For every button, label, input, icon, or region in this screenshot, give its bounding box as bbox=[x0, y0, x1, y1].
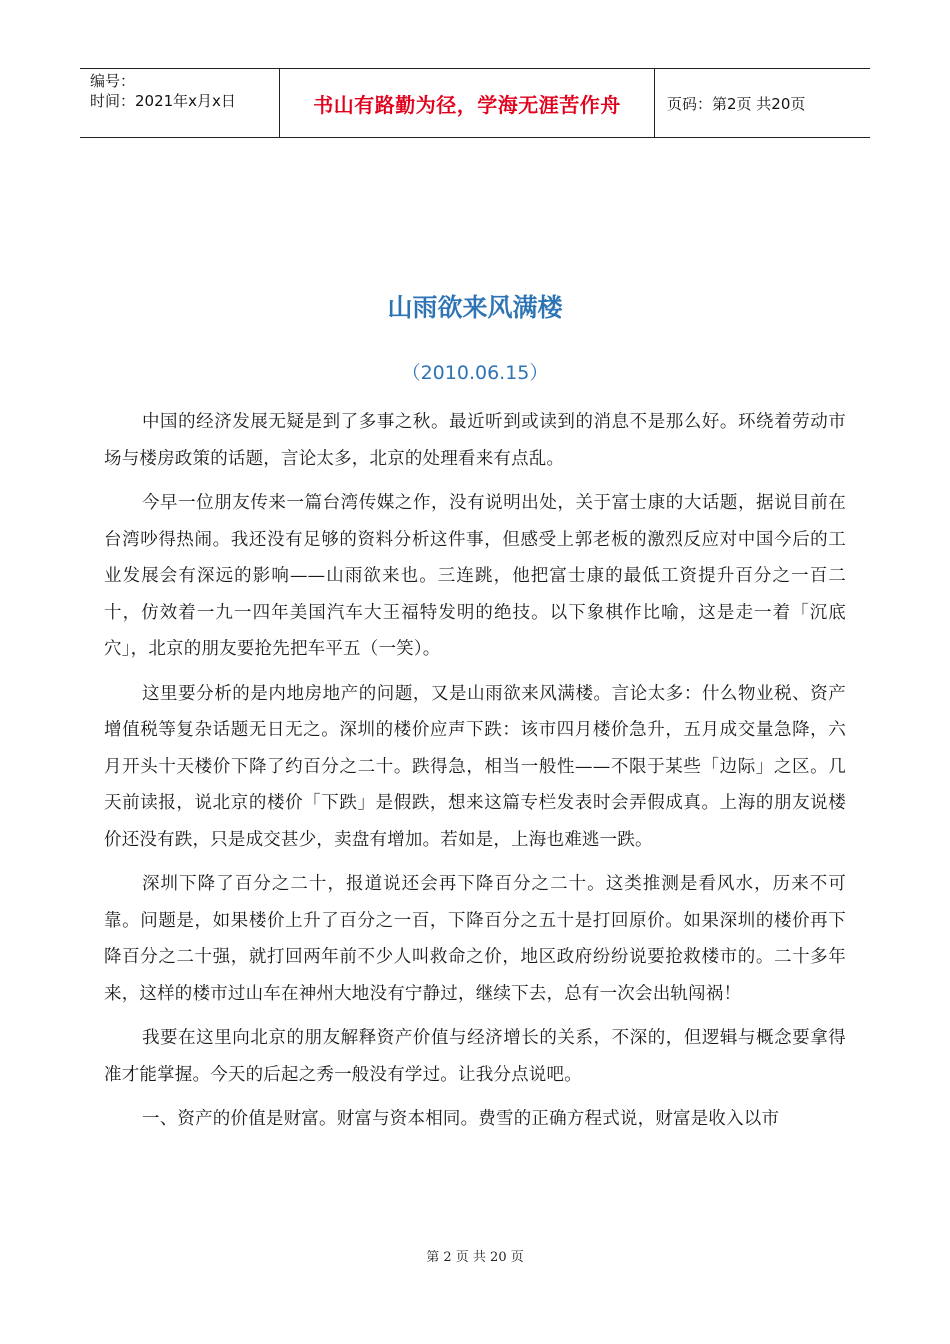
paragraph: 中国的经济发展无疑是到了多事之秋。最近听到或读到的消息不是那么好。环绕着劳动市场与楼房政策的话题，言论太多，北京的处理看来有点乱。 bbox=[104, 412, 846, 469]
header-motto: 书山有路勤为径，学海无涯苦作舟 bbox=[280, 69, 655, 137]
header-number-label: 编号： bbox=[90, 72, 136, 90]
header-time-label: 时间：2021年x月x日 bbox=[90, 92, 236, 110]
paragraph: 这里要分析的是内地房地产的问题，又是山雨欲来风满楼。言论太多：什么物业税、资产增值税等复杂话题无日无之。深圳的楼价应声下跌：该市四月楼价急升，五月成交量急降，六月开头十天楼价下降了约百分之二十。跌得急，相当一般性——不限于某些「边际」之区。几天前读报，说北京的楼价「下跌」是假跌，想来这篇专栏发表时会弄假成真。上海的朋友说楼价还没有跌，只是成交甚少，卖盘有增加。若如是，上海也难逃一跌。 bbox=[104, 683, 846, 850]
article-date: （2010.06.15） bbox=[401, 362, 549, 384]
paragraph: 我要在这里向北京的朋友解释资产价值与经济增长的关系，不深的，但逻辑与概念要拿得准才能掌握。今天的后起之秀一般没有学过。让我分点说吧。 bbox=[104, 1028, 846, 1085]
paragraph: 今早一位朋友传来一篇台湾传媒之作，没有说明出处，关于富士康的大话题，据说目前在台湾吵得热闹。我还没有足够的资料分析这件事，但感受上郭老板的激烈反应对中国今后的工业发展会有深远的影响——山雨欲来也。三连跳，他把富士康的最低工资提升百分之一百二十，仿效着一九一四年美国汽车大王福特发明的绝技。以下象棋作比喻，这是走一着「沉底穴」，北京的朋友要抢先把车平五（一笑）。 bbox=[104, 493, 846, 659]
page-header bbox=[80, 68, 870, 138]
paragraph: 深圳下降了百分之二十，报道说还会再下降百分之二十。这类推测是看风水，历来不可靠。问题是，如果楼价上升了百分之一百，下降百分之五十是打回原价。如果深圳的楼价再下降百分之二十强，就打回两年前不少人叫救命之价，地区政府纷纷说要抢救楼市的。二十多年来，这样的楼市过山车在神州大地没有宁静过，继续下去，总有一次会出轨闯祸！ bbox=[104, 874, 846, 1004]
article-body bbox=[104, 404, 846, 1146]
paragraph: 一、资产的价值是财富。财富与资本相同。费雪的正确方程式说，财富是收入以市 bbox=[142, 1109, 780, 1129]
page-footer: 第 2 页 共 20 页 bbox=[426, 1250, 524, 1265]
header-page-info: 页码：第2页 共20页 bbox=[667, 94, 806, 113]
article-title: 山雨欲来风满楼 bbox=[387, 293, 563, 322]
header-meta bbox=[80, 69, 280, 137]
